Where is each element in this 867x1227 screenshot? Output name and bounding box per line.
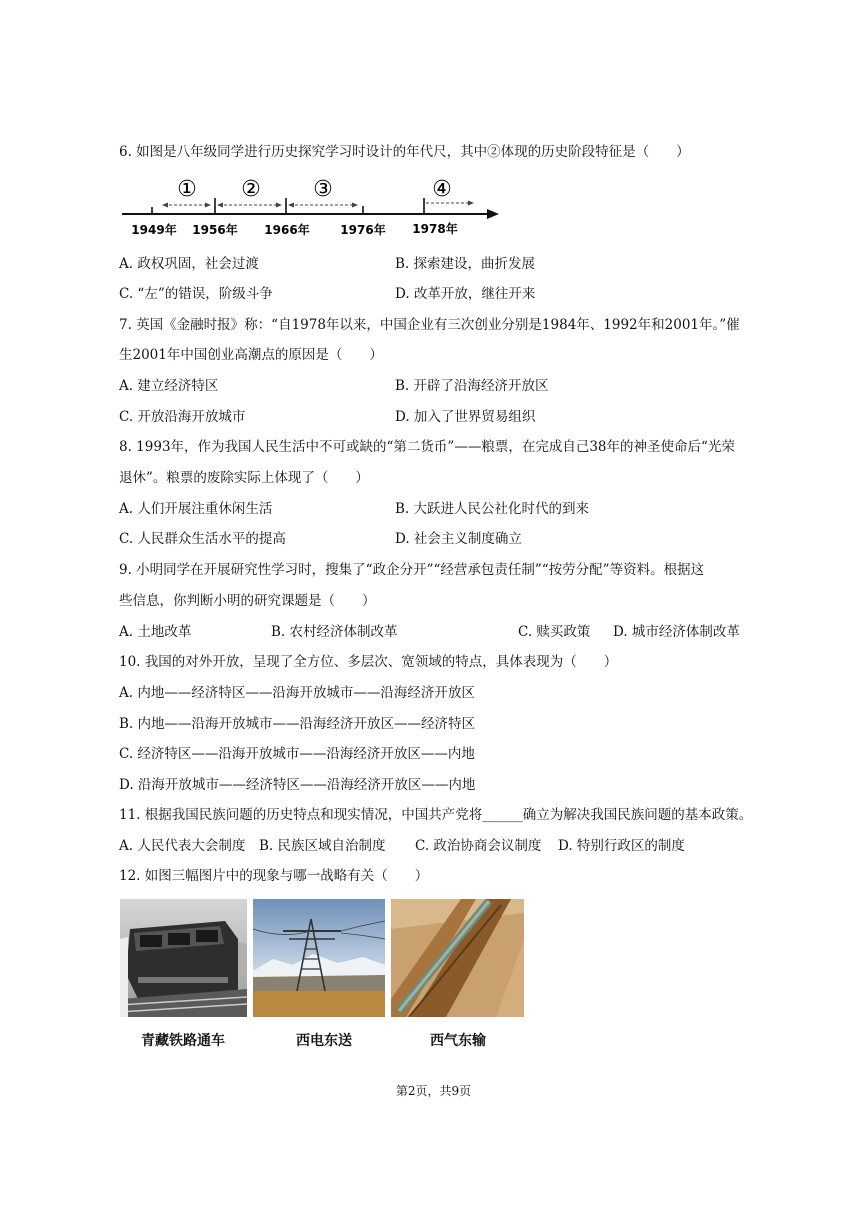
q8-option-c[interactable]: C. 人民群众生活水平的提高 xyxy=(119,531,286,547)
q7-option-b[interactable]: B. 开辟了沿海经济开放区 xyxy=(395,378,549,394)
marker-2: ② xyxy=(241,177,261,202)
q6-option-a[interactable]: A. 政权巩固，社会过渡 xyxy=(119,256,259,272)
q10-option-c[interactable]: C. 经济特区——沿海开放城市——沿海经济开放区——内地 xyxy=(119,746,475,762)
marker-4: ④ xyxy=(432,177,452,202)
q6-option-c[interactable]: C. “左”的错误，阶级斗争 xyxy=(119,286,273,302)
caption-railway: 青藏铁路通车 xyxy=(141,1033,225,1049)
q9-option-c[interactable]: C. 赎买政策 xyxy=(518,624,591,640)
q8-option-a[interactable]: A. 人们开展注重休闲生活 xyxy=(119,501,273,517)
west-east-electricity-photo xyxy=(253,899,385,1017)
q7-option-d[interactable]: D. 加入了世界贸易组织 xyxy=(395,409,536,425)
q10-option-d[interactable]: D. 沿海开放城市——经济特区——沿海经济开放区——内地 xyxy=(119,777,476,793)
q10-option-b[interactable]: B. 内地——沿海开放城市——沿海经济开放区——经济特区 xyxy=(119,716,476,732)
q11-option-d[interactable]: D. 特别行政区的制度 xyxy=(558,838,685,854)
year-1978: 1978年 xyxy=(412,222,458,236)
q10-option-a[interactable]: A. 内地——经济特区——沿海开放城市——沿海经济开放区 xyxy=(119,685,475,701)
q8-stem-line2: 退休”。粮票的废除实际上体现了（ ） xyxy=(119,470,369,486)
q8-option-b[interactable]: B. 大跃进人民公社化时代的到来 xyxy=(395,501,590,517)
caption-gas: 西气东输 xyxy=(430,1033,486,1049)
year-1956: 1956年 xyxy=(192,223,238,237)
caption-electricity: 西电东送 xyxy=(296,1033,352,1049)
q8-option-d[interactable]: D. 社会主义制度确立 xyxy=(395,531,522,547)
q6-stem: 6. 如图是八年级同学进行历史探究学习时设计的年代尺，其中②体现的历史阶段特征是（ ） xyxy=(119,144,690,160)
q7-stem-line1: 7. 英国《金融时报》称：“自1978年以来，中国企业有三次创业分别是1984年、1992年和2001年。”催 xyxy=(119,317,740,333)
page-footer: 第2页，共9页 xyxy=(395,1084,472,1098)
q9-option-a[interactable]: A. 土地改革 xyxy=(119,624,192,640)
marker-1: ① xyxy=(177,177,197,202)
q11-option-a[interactable]: A. 人民代表大会制度 xyxy=(119,838,246,854)
q11-option-b[interactable]: B. 民族区域自治制度 xyxy=(259,838,386,854)
q12-stem: 12. 如图三幅图片中的现象与哪一战略有关（ ） xyxy=(119,868,429,884)
q9-option-b[interactable]: B. 农村经济体制改革 xyxy=(271,624,398,640)
q10-stem: 10. 我国的对外开放，呈现了全方位、多层次、宽领域的特点，具体表现为（ ） xyxy=(119,654,618,670)
q6-option-b[interactable]: B. 探索建设，曲折发展 xyxy=(395,256,536,272)
q6-timeline xyxy=(119,176,509,242)
west-east-gas-photo xyxy=(391,899,524,1017)
year-1976: 1976年 xyxy=(340,223,386,237)
qinghai-tibet-railway-photo xyxy=(120,899,247,1017)
q6-option-d[interactable]: D. 改革开放，继往开来 xyxy=(395,286,536,302)
year-1966: 1966年 xyxy=(264,223,310,237)
marker-3: ③ xyxy=(313,177,333,202)
year-1949: 1949年 xyxy=(131,223,177,237)
q9-stem-line1: 9. 小明同学在开展研究性学习时，搜集了“政企分开”“经营承包责任制”“按劳分配”等资料。根据这 xyxy=(119,562,705,578)
q9-option-d[interactable]: D. 城市经济体制改革 xyxy=(613,624,740,640)
q7-option-c[interactable]: C. 开放沿海开放城市 xyxy=(119,409,246,425)
timeline-graphic xyxy=(119,176,509,242)
q8-stem-line1: 8. 1993年，作为我国人民生活中不可或缺的“第二货币”——粮票，在完成自己38年的神圣使命后“光荣 xyxy=(119,439,735,455)
q7-stem-line2: 生2001年中国创业高潮点的原因是（ ） xyxy=(119,347,383,363)
q9-stem-line2: 些信息，你判断小明的研究课题是（ ） xyxy=(119,593,376,609)
q11-option-c[interactable]: C. 政治协商会议制度 xyxy=(415,838,542,854)
q7-option-a[interactable]: A. 建立经济特区 xyxy=(119,378,219,394)
q11-stem: 11. 根据我国民族问题的历史特点和现实情况，中国共产党将______确立为解决我国民族问题的基本政策。 xyxy=(119,807,753,823)
